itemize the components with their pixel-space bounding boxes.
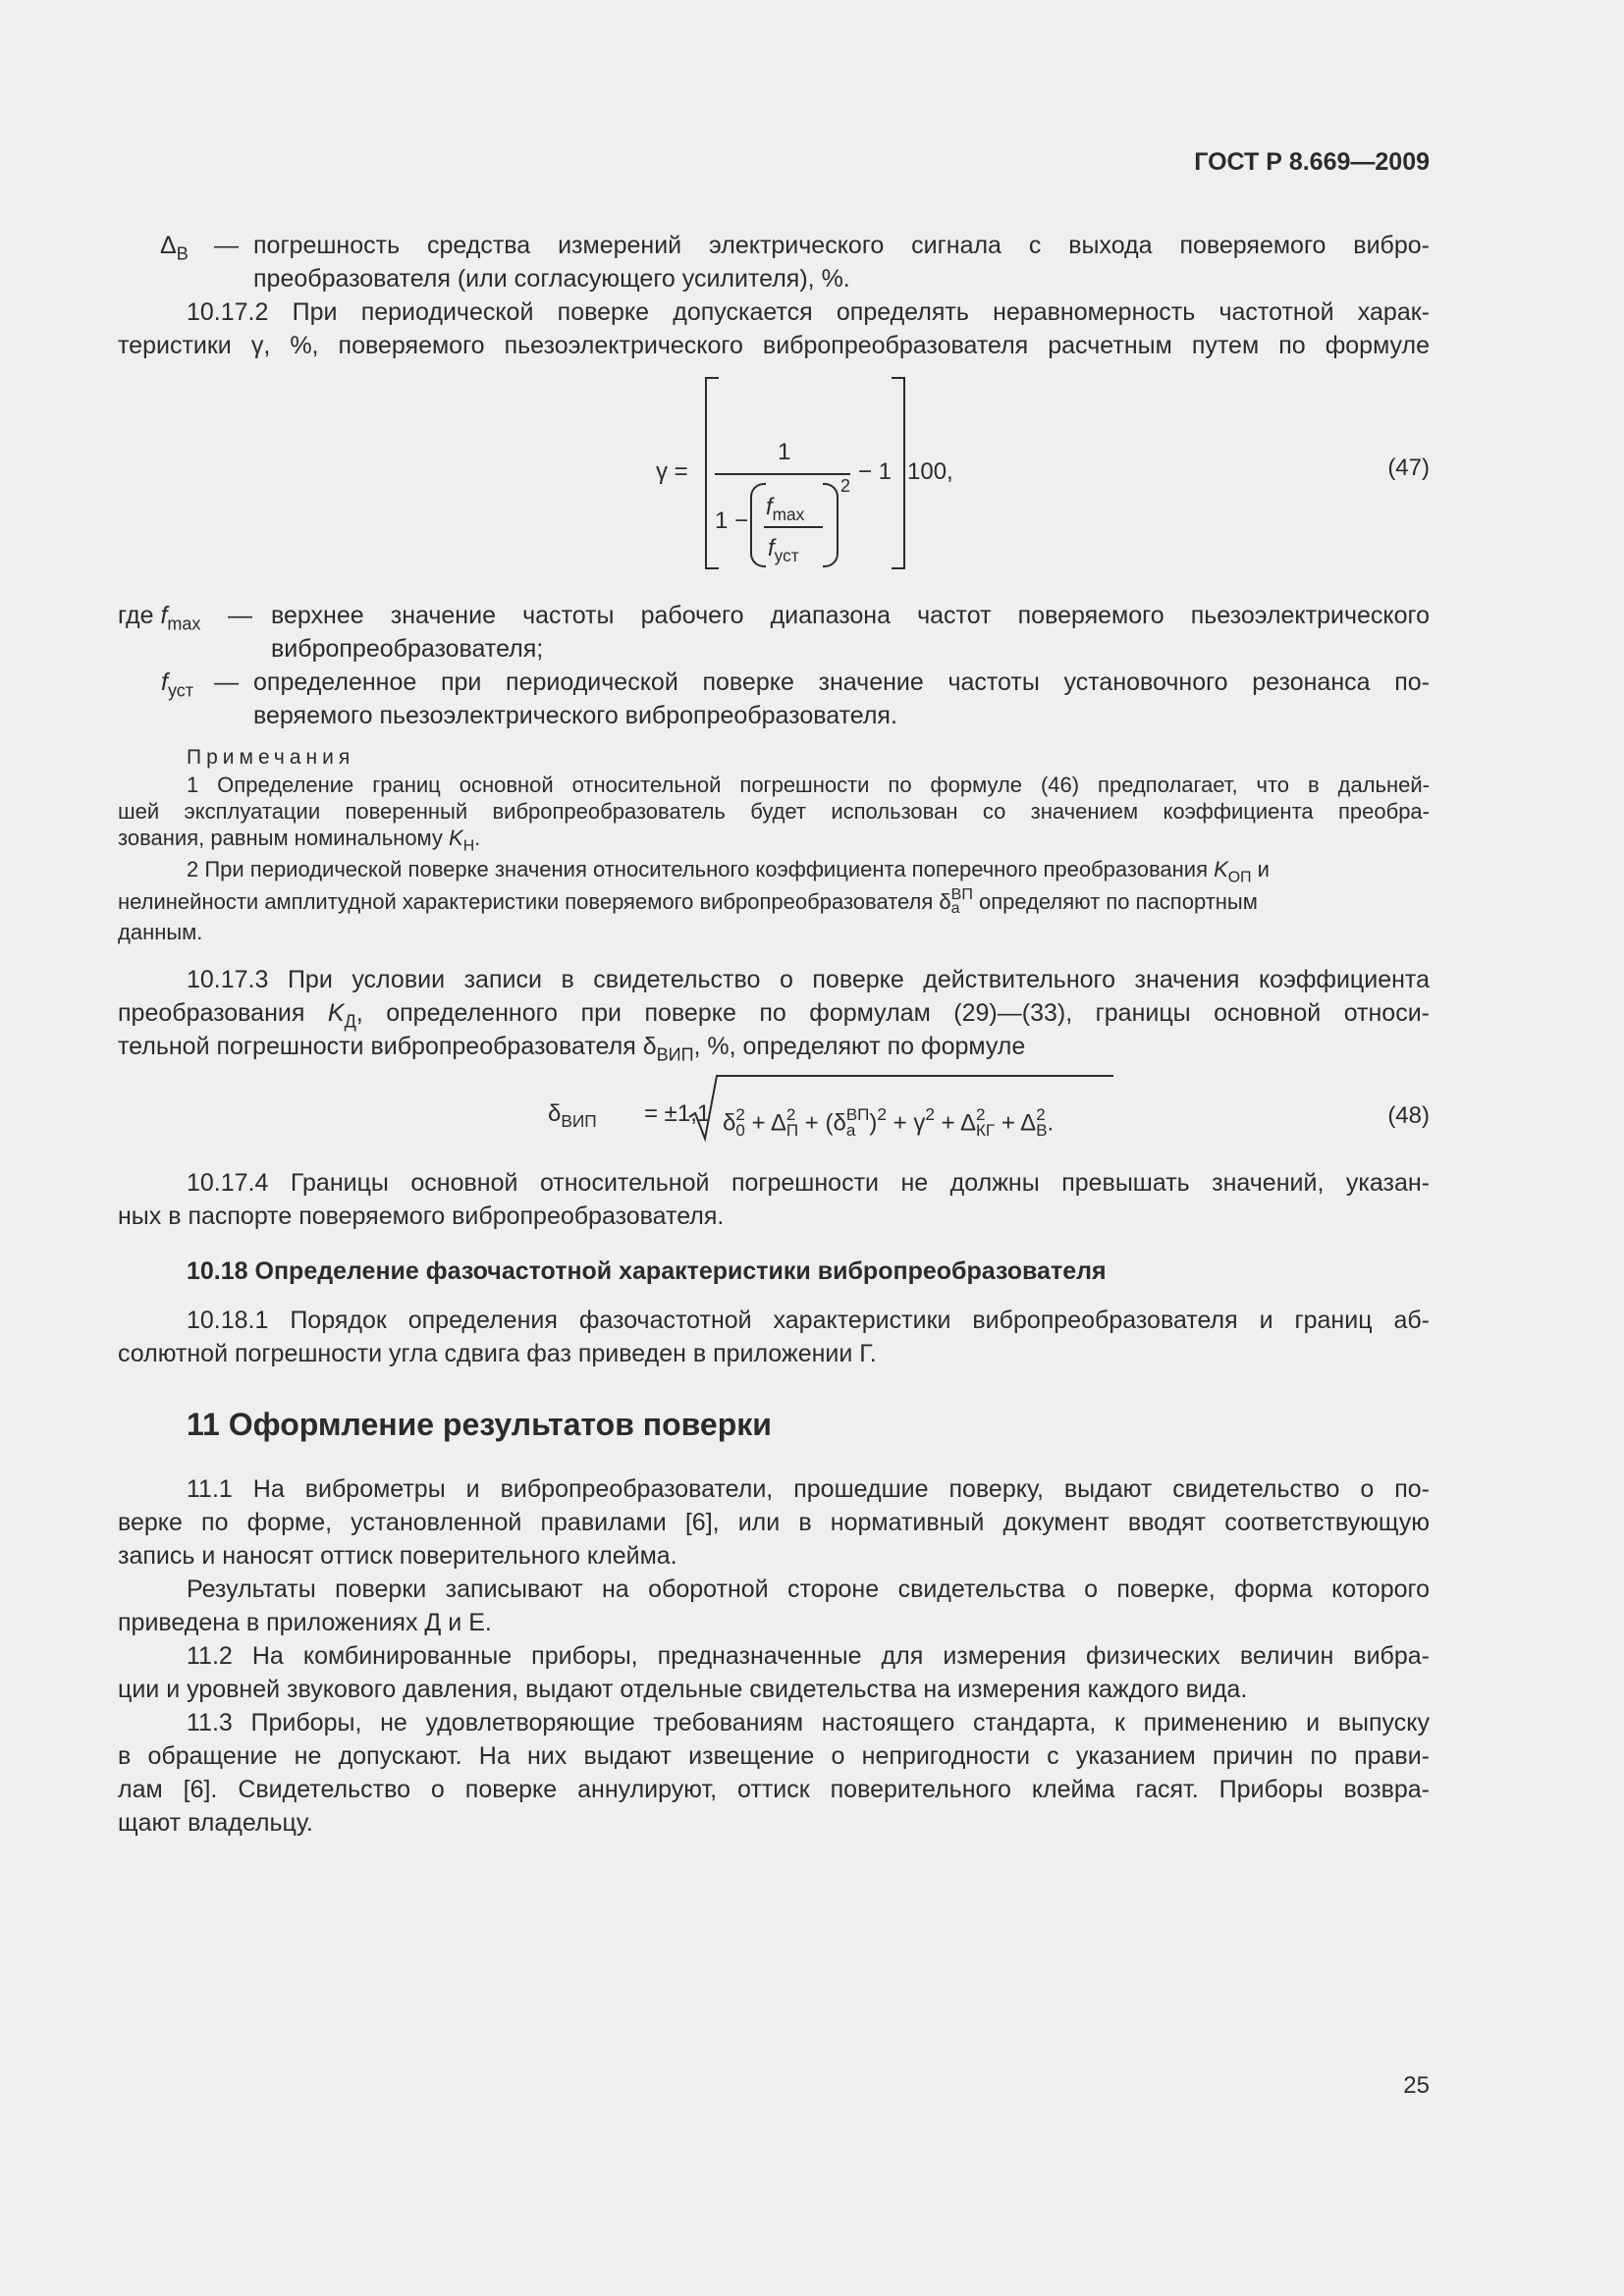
p10-17-3-line2: преобразования $K_Д$, определенного при поверке по формулам (29)—(33), границы основной относи-	[118, 999, 1431, 1032]
note2-line3: данным.	[118, 920, 203, 944]
section-10-18-heading: 10.18 Определение фазочастотной характеристики вибропреобразователя	[187, 1257, 1107, 1285]
p10-17-2-line1: 10.17.2 При периодической поверке допускается определять неравномерность частотной харак-	[187, 298, 1430, 326]
formula47-right-paren	[823, 483, 839, 567]
formula47-main-fraction-line	[715, 473, 850, 475]
formula48-radicand: δ 2 0 + Δ 2 П + (δ ВП а )$^2 + \gamma^2 + \Delta$ 2 КГ + Δ 2 В .	[723, 1104, 1055, 1141]
formula47-power: 2	[840, 476, 851, 496]
p11-1b-line1: Результаты поверки записывают на оборотной стороне свидетельства о поверке, форма которого	[187, 1575, 1430, 1603]
delta-b-symbol: $\Delta_В$	[160, 232, 189, 264]
section-11-heading: 11 Оформление результатов поверки	[187, 1407, 772, 1442]
formula47-denominator-prefix: 1 −	[715, 507, 749, 534]
note1-line2: шей эксплуатации поверенный вибропреобразователь будет использован со значением коэффициента преобра-	[118, 799, 1430, 824]
p10-17-4-line1: 10.17.4 Границы основной относительной погрешности не должны превышать значений, указан-	[187, 1169, 1430, 1197]
where-term1-dash: —	[228, 602, 252, 629]
p11-2-line1: 11.2 На комбинированные приборы, предназначенные для измерения физических величин вибра-	[187, 1642, 1430, 1670]
formula47-fmax: $f_{max}$	[766, 494, 805, 525]
formula47-minus-one: − 1	[858, 458, 893, 485]
formula47-inner-fraction-line	[764, 526, 823, 528]
p11-2-line2: ции и уровней звукового давления, выдают отдельные свидетельства на измерения каждого вида.	[118, 1676, 1248, 1703]
p10-17-2-line2: теристики γ, %, поверяемого пьезоэлектрического вибропреобразователя расчетным путем по формуле	[118, 332, 1430, 359]
p10-17-4-line2: ных в паспорте поверяемого вибропреобразователя.	[118, 1202, 725, 1230]
note1-line3: зования, равным номинальному $K_Н$.	[118, 826, 481, 855]
where-term2-line2: веряемого пьезоэлектрического вибропреобразователя.	[253, 702, 897, 729]
where-term1-line2: вибропреобразователя;	[271, 635, 544, 663]
formula47-number: (47)	[1387, 454, 1430, 481]
where-term2-symbol: $f_{уст}$	[161, 668, 193, 701]
p10-17-3-line1: 10.17.3 При условии записи в свидетельство о поверке действительного значения коэффициента	[187, 966, 1430, 993]
formula48-lhs: $\delta_{ВИП}$	[548, 1100, 597, 1132]
p11-3-line2: в обращение не допускают. На них выдают извещение о непригодности с указанием причин по прави-	[118, 1742, 1430, 1770]
page-number: 25	[1403, 2072, 1430, 2099]
note1-line1: 1 Определение границ основной относительной погрешности по формуле (46) предполагает, что в дальней-	[187, 773, 1430, 797]
formula47-numerator: 1	[778, 439, 791, 465]
p11-3-line1: 11.3 Приборы, не удовлетворяющие требованиям настоящего стандарта, к применению и выпуску	[187, 1709, 1430, 1736]
p11-3-line3: лам [6]. Свидетельство о поверке аннулируют, оттиск поверительного клейма гасят. Приборы возвра-	[118, 1776, 1430, 1803]
p10-18-1-line1: 10.18.1 Порядок определения фазочастотной характеристики вибропреобразователя и границ аб-	[187, 1307, 1430, 1334]
formula47-right-bracket	[892, 377, 905, 569]
note2-line1: 2 При периодической поверке значения относительного коэффициента поперечного преобразования $K_{ОП}$ и	[187, 857, 1270, 886]
formula47-tail: 100,	[907, 458, 953, 485]
formula47-fust: $f_{уст}$	[768, 535, 799, 566]
p11-1-line1: 11.1 На виброметры и вибропреобразователи, прошедшие поверку, выдают свидетельство о по-	[187, 1475, 1430, 1503]
formula48-number: (48)	[1387, 1102, 1430, 1129]
p11-1-line3: запись и наносят оттиск поверительного клейма.	[118, 1542, 677, 1570]
p10-18-1-line2: солютной погрешности угла сдвига фаз приведен в приложении Г.	[118, 1340, 877, 1367]
p11-1b-line2: приведена в приложениях Д и Е.	[118, 1609, 492, 1636]
p11-1-line2: верке по форме, установленной правилами [6], или в нормативный документ вводят соответствующую	[118, 1509, 1430, 1536]
p11-3-line4: щают владельцу.	[118, 1809, 313, 1837]
document-header: ГОСТ Р 8.669—2009	[1194, 148, 1430, 176]
p10-17-3-line3: тельной погрешности вибропреобразователя $\delta_{ВИП}$, %, определяют по формуле	[118, 1033, 1026, 1065]
where-term1-line1: верхнее значение частоты рабочего диапазона частот поверяемого пьезоэлектрического	[271, 602, 1430, 629]
note2-line2: нелинейности амплитудной характеристики поверяемого вибропреобразователя δ ВП а определяют по паспортным	[118, 886, 1258, 917]
delta-b-dash: —	[214, 232, 239, 259]
notes-title: Примечания	[187, 746, 355, 769]
delta-b-text-line2: преобразователя (или согласующего усилителя), %.	[253, 265, 850, 293]
where-term1-label: где $f_{max}$	[118, 602, 201, 634]
where-term2-dash: —	[214, 668, 239, 696]
formula47-lhs: γ =	[656, 458, 688, 485]
formula47-left-paren	[750, 483, 766, 567]
delta-b-text-line1: погрешность средства измерений электрического сигнала с выхода поверяемого вибро-	[253, 232, 1430, 259]
formula48-eq: = ±1,1	[644, 1100, 711, 1127]
where-term2-line1: определенное при периодической поверке значение частоты установочного резонанса по-	[253, 668, 1430, 696]
